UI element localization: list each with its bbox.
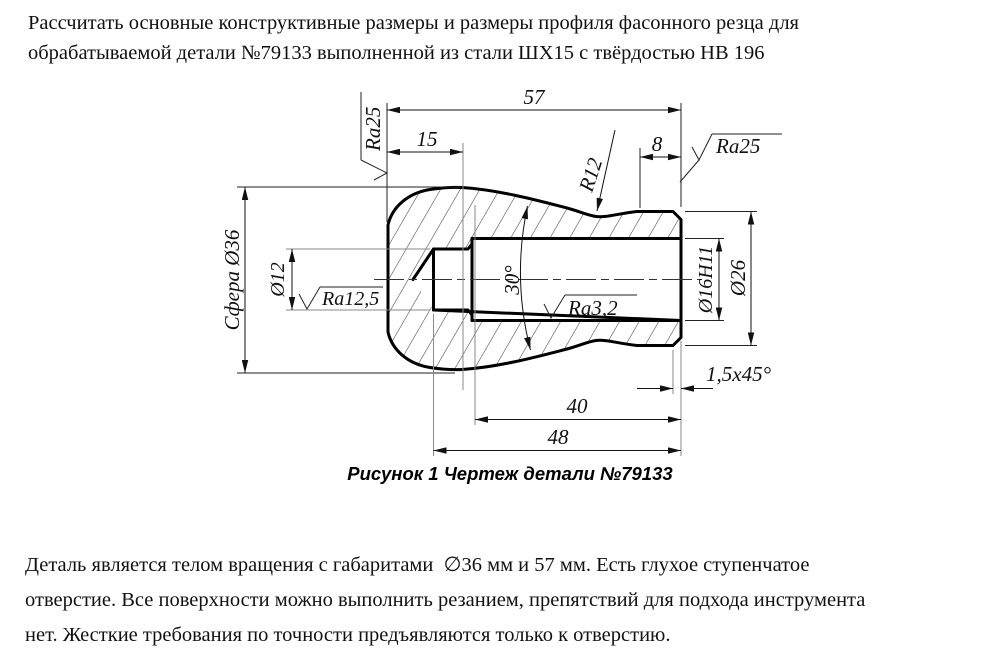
part-section: [374, 187, 702, 369]
dim-chamfer-label: 1,5x45°: [706, 362, 771, 386]
dimensions: [220, 85, 772, 451]
dim-sphere-d36-label: Сфера Ø36: [220, 229, 244, 331]
description-line2: отверстие. Все поверхности можно выполнить резанием, препятствий для подхода инструмента: [25, 589, 866, 611]
description-line1: Деталь является телом вращения с габаритами ∅36 мм и 57 мм. Есть глухое ступенчатое: [25, 554, 810, 576]
description-text: [25, 548, 975, 651]
roughness-symbol-ra12-5: [299, 287, 383, 310]
dim-d12-label: Ø12: [267, 262, 289, 297]
figure-caption: Рисунок 1 Чертеж детали №79133: [347, 463, 673, 484]
description-line3: нет. Жесткие требования по точности предъявляются только к отверстию.: [25, 624, 671, 646]
roughness-symbol-left: [361, 92, 387, 180]
roughness-symbol-right: [680, 134, 782, 182]
dim-40-label: 40: [566, 394, 588, 418]
task-text-line2: обрабатываемой детали №79133 выполненной из стали ШХ15 с твёрдостью НВ 196: [28, 42, 765, 64]
dim-r12-label: R12: [573, 154, 608, 195]
ra25-left-label: Ra25: [361, 106, 385, 151]
dim-d16h11-label: Ø16H11: [695, 245, 717, 314]
ra3-2-label: Ra3,2: [568, 296, 618, 320]
dim-57-label: 57: [523, 85, 545, 109]
part-material-hatch: [388, 187, 681, 369]
dim-8-label: 8: [651, 132, 663, 156]
dim-48-label: 48: [547, 425, 569, 449]
task-text-line1: Рассчитать основные конструктивные размеры и размеры профиля фасонного резца для: [28, 12, 799, 34]
dim-15-label: 15: [416, 127, 438, 151]
ra12-5-label: Ra12,5: [322, 288, 380, 310]
dim-30deg-label: 30°: [500, 265, 524, 295]
dim-d26-label: Ø26: [726, 259, 750, 297]
ra25-right-label: Ra25: [716, 134, 761, 158]
